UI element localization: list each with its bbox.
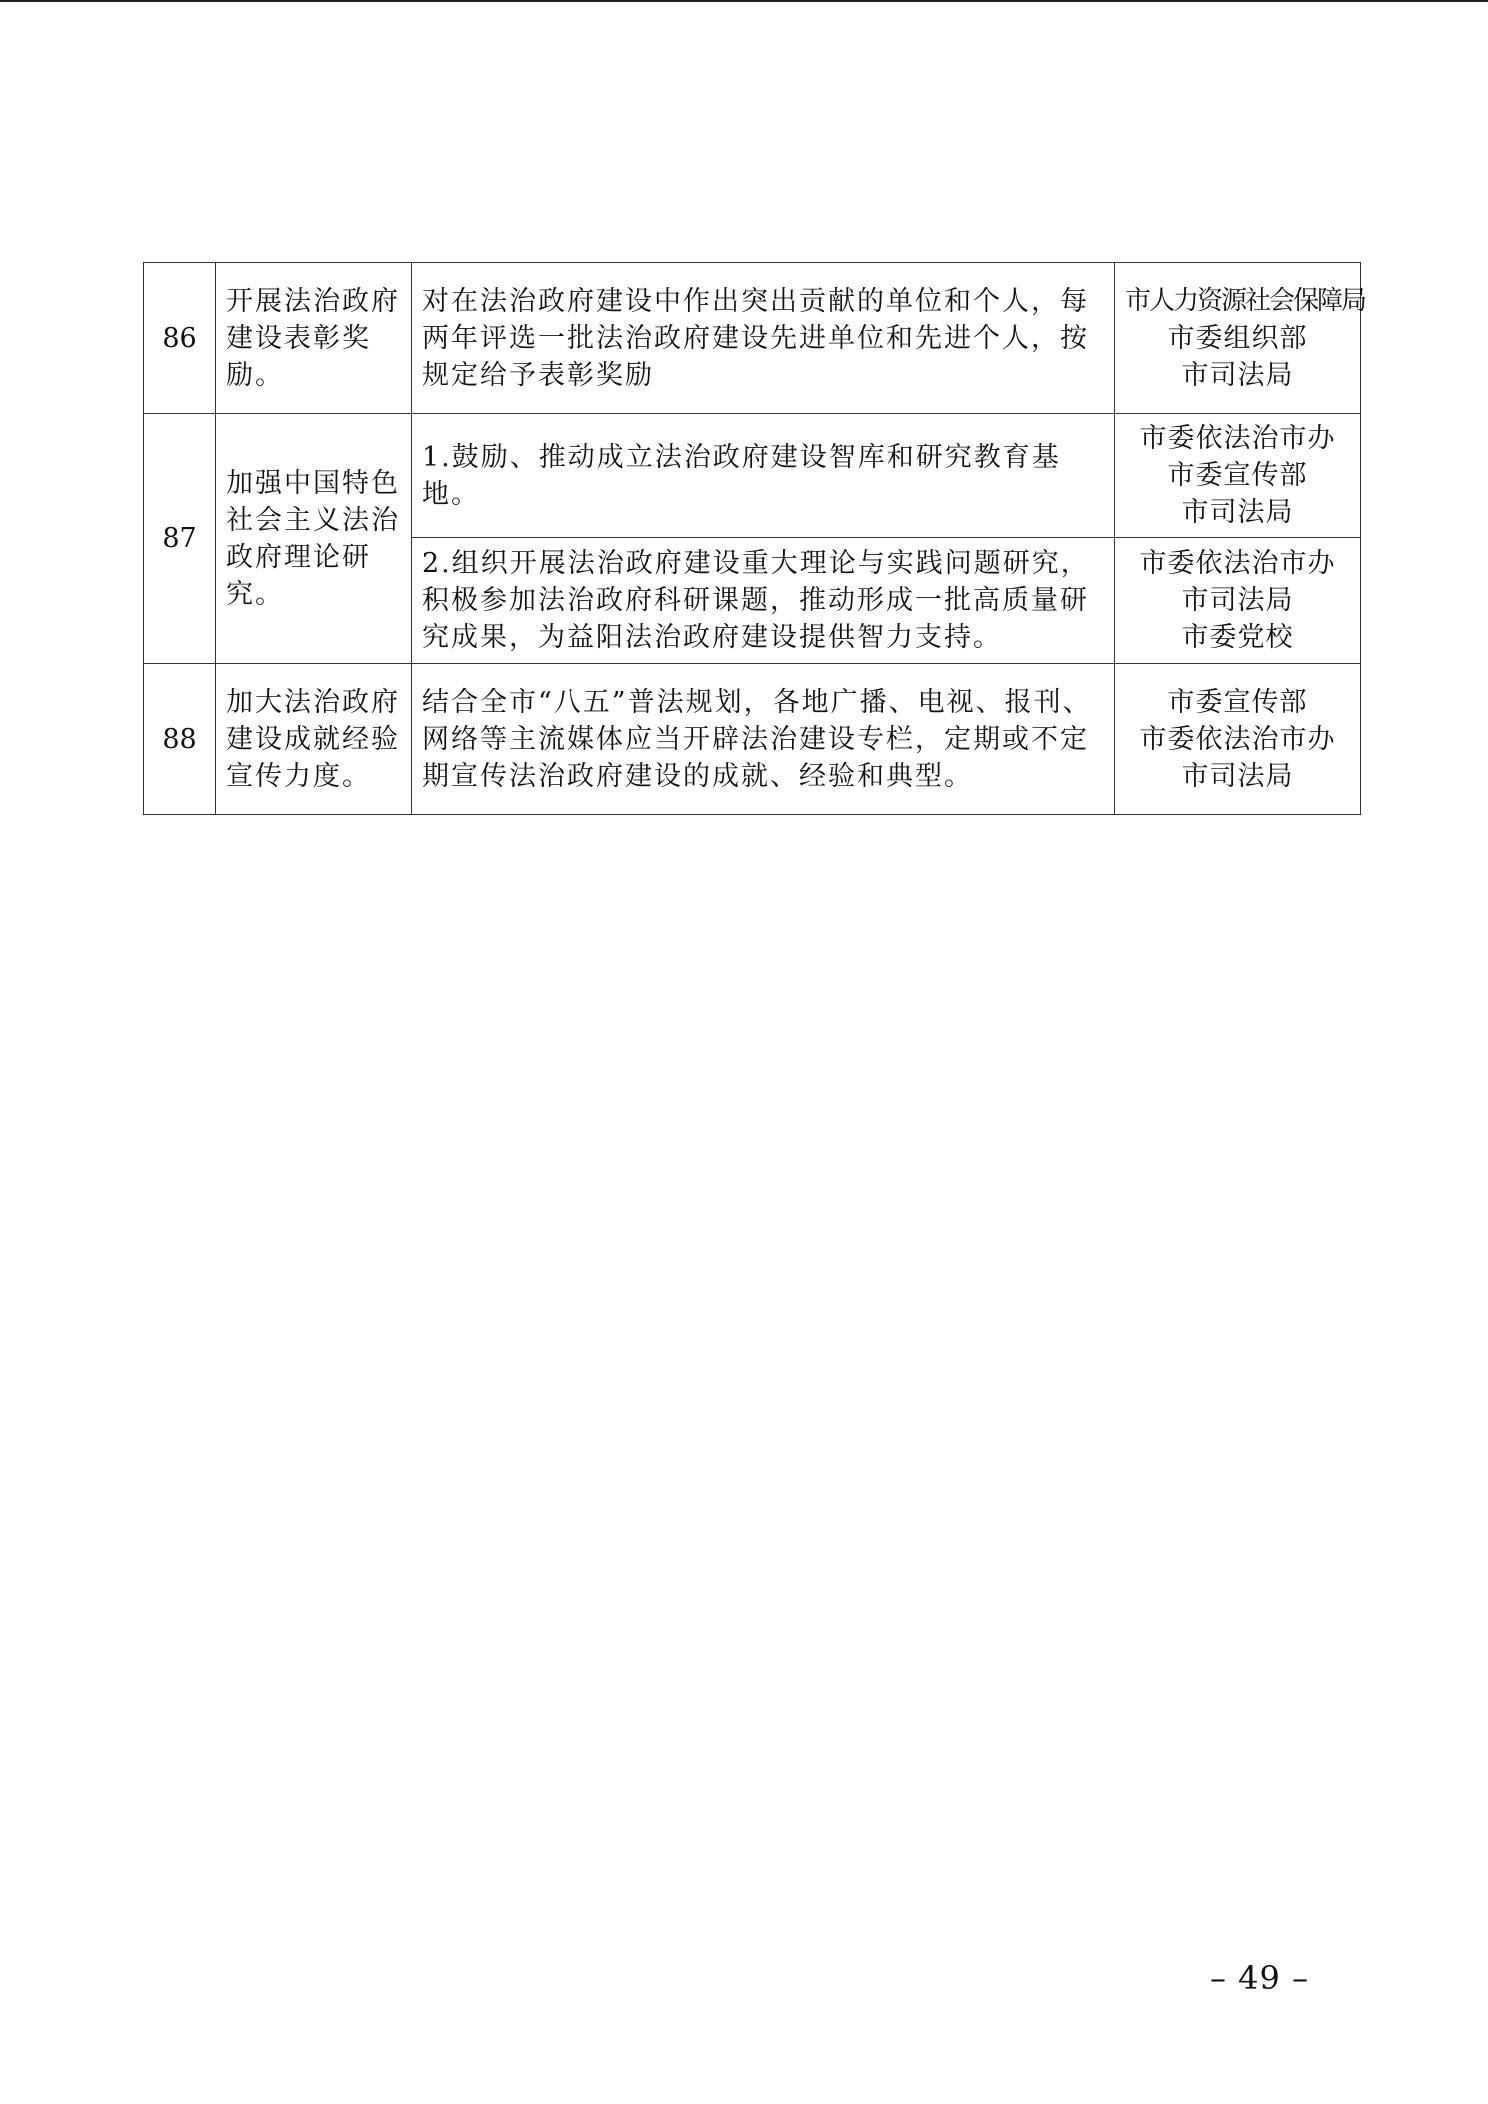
- department-name: 市司法局: [1181, 359, 1294, 391]
- row-number: 87: [144, 414, 216, 664]
- row-number: 86: [144, 263, 216, 414]
- table-row: [144, 414, 1361, 538]
- table-row: [144, 263, 1361, 414]
- responsible-departments: [1115, 538, 1361, 664]
- task-table: [143, 262, 1366, 815]
- department-name: 市委组织部: [1167, 322, 1308, 354]
- measure-text: 1.鼓励、推动成立法治政府建设智库和研究教育基地。: [412, 414, 1115, 538]
- department-name: 市委宣传部: [1167, 686, 1308, 718]
- task-name: 开展法治政府建设表彰奖励。: [216, 263, 412, 414]
- department-name: 市委依法治市办: [1139, 723, 1336, 755]
- department-name: 市委依法治市办: [1139, 423, 1336, 454]
- department-name: 市司法局: [1181, 497, 1294, 528]
- department-name: 市委宣传部: [1167, 460, 1308, 491]
- responsible-departments: [1115, 664, 1361, 815]
- department-name: 市司法局: [1181, 585, 1294, 616]
- page-number: – 49 –: [1210, 1959, 1310, 1997]
- measure-text: 对在法治政府建设中作出突出贡献的单位和个人，每两年评选一批法治政府建设先进单位和先进个人，按规定给予表彰奖励: [412, 263, 1115, 414]
- department-name: 市委党校: [1181, 622, 1294, 653]
- department-name: 市司法局: [1181, 760, 1294, 792]
- department-name: 市委依法治市办: [1139, 548, 1336, 579]
- department-name: 市人力资源社会保障局: [1125, 285, 1366, 316]
- row-number: 88: [144, 664, 216, 815]
- measure-text: 2.组织开展法治政府建设重大理论与实践问题研究，积极参加法治政府科研课题，推动形成一批高质量研究成果，为益阳法治政府建设提供智力支持。: [412, 538, 1115, 664]
- top-border-line: [0, 0, 1488, 2]
- responsible-departments: [1115, 263, 1366, 414]
- task-name: 加大法治政府建设成就经验宣传力度。: [216, 664, 412, 815]
- responsible-departments: [1115, 414, 1361, 538]
- table-row: [144, 664, 1361, 815]
- task-name: 加强中国特色社会主义法治政府理论研究。: [216, 414, 412, 664]
- measure-text: 结合全市“八五”普法规划，各地广播、电视、报刊、网络等主流媒体应当开辟法治建设专栏，定期或不定期宣传法治政府建设的成就、经验和典型。: [412, 664, 1115, 815]
